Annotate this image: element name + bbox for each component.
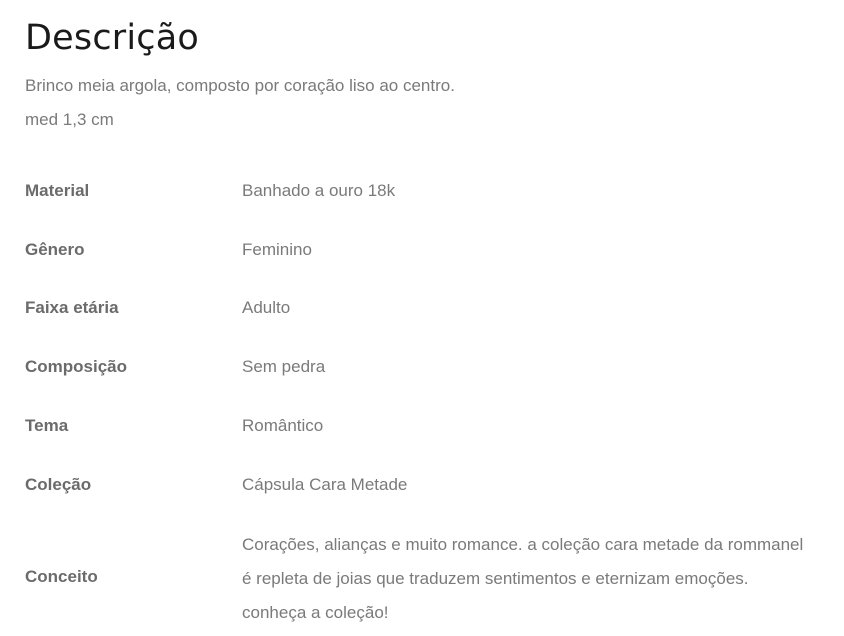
spec-row-material xyxy=(25,176,825,206)
spec-row-tema xyxy=(25,411,825,441)
spec-value: Feminino xyxy=(242,240,312,259)
spec-row-genero xyxy=(25,235,825,265)
spec-label: Conceito xyxy=(25,567,98,586)
concept-line: conheça a coleção! xyxy=(242,603,389,622)
spec-value: Adulto xyxy=(242,298,291,317)
spec-label: Gênero xyxy=(25,240,85,259)
spec-row-faixa-etaria xyxy=(25,293,825,323)
spec-row-composicao xyxy=(25,352,825,382)
description-measure: med 1,3 cm xyxy=(25,110,114,129)
spec-label: Faixa etária xyxy=(25,298,119,317)
spec-row-colecao xyxy=(25,470,825,500)
spec-value: Sem pedra xyxy=(242,357,326,376)
spec-value: Cápsula Cara Metade xyxy=(242,475,408,494)
spec-label: Coleção xyxy=(25,475,92,494)
concept-line: é repleta de joias que traduzem sentimentos e eternizam emoções. xyxy=(242,569,749,588)
spec-row-conceito xyxy=(25,528,825,628)
concept-line: Corações, alianças e muito romance. a coleção cara metade da rommanel xyxy=(242,535,804,554)
spec-label: Material xyxy=(25,181,90,200)
spec-value: Banhado a ouro 18k xyxy=(242,181,396,200)
spec-label: Tema xyxy=(25,416,69,435)
section-title: Descrição xyxy=(25,18,199,58)
spec-label: Composição xyxy=(25,357,128,376)
spec-value-concept xyxy=(242,528,825,630)
spec-value: Romântico xyxy=(242,416,324,435)
description-text: Brinco meia argola, composto por coração liso ao centro. xyxy=(25,76,455,95)
